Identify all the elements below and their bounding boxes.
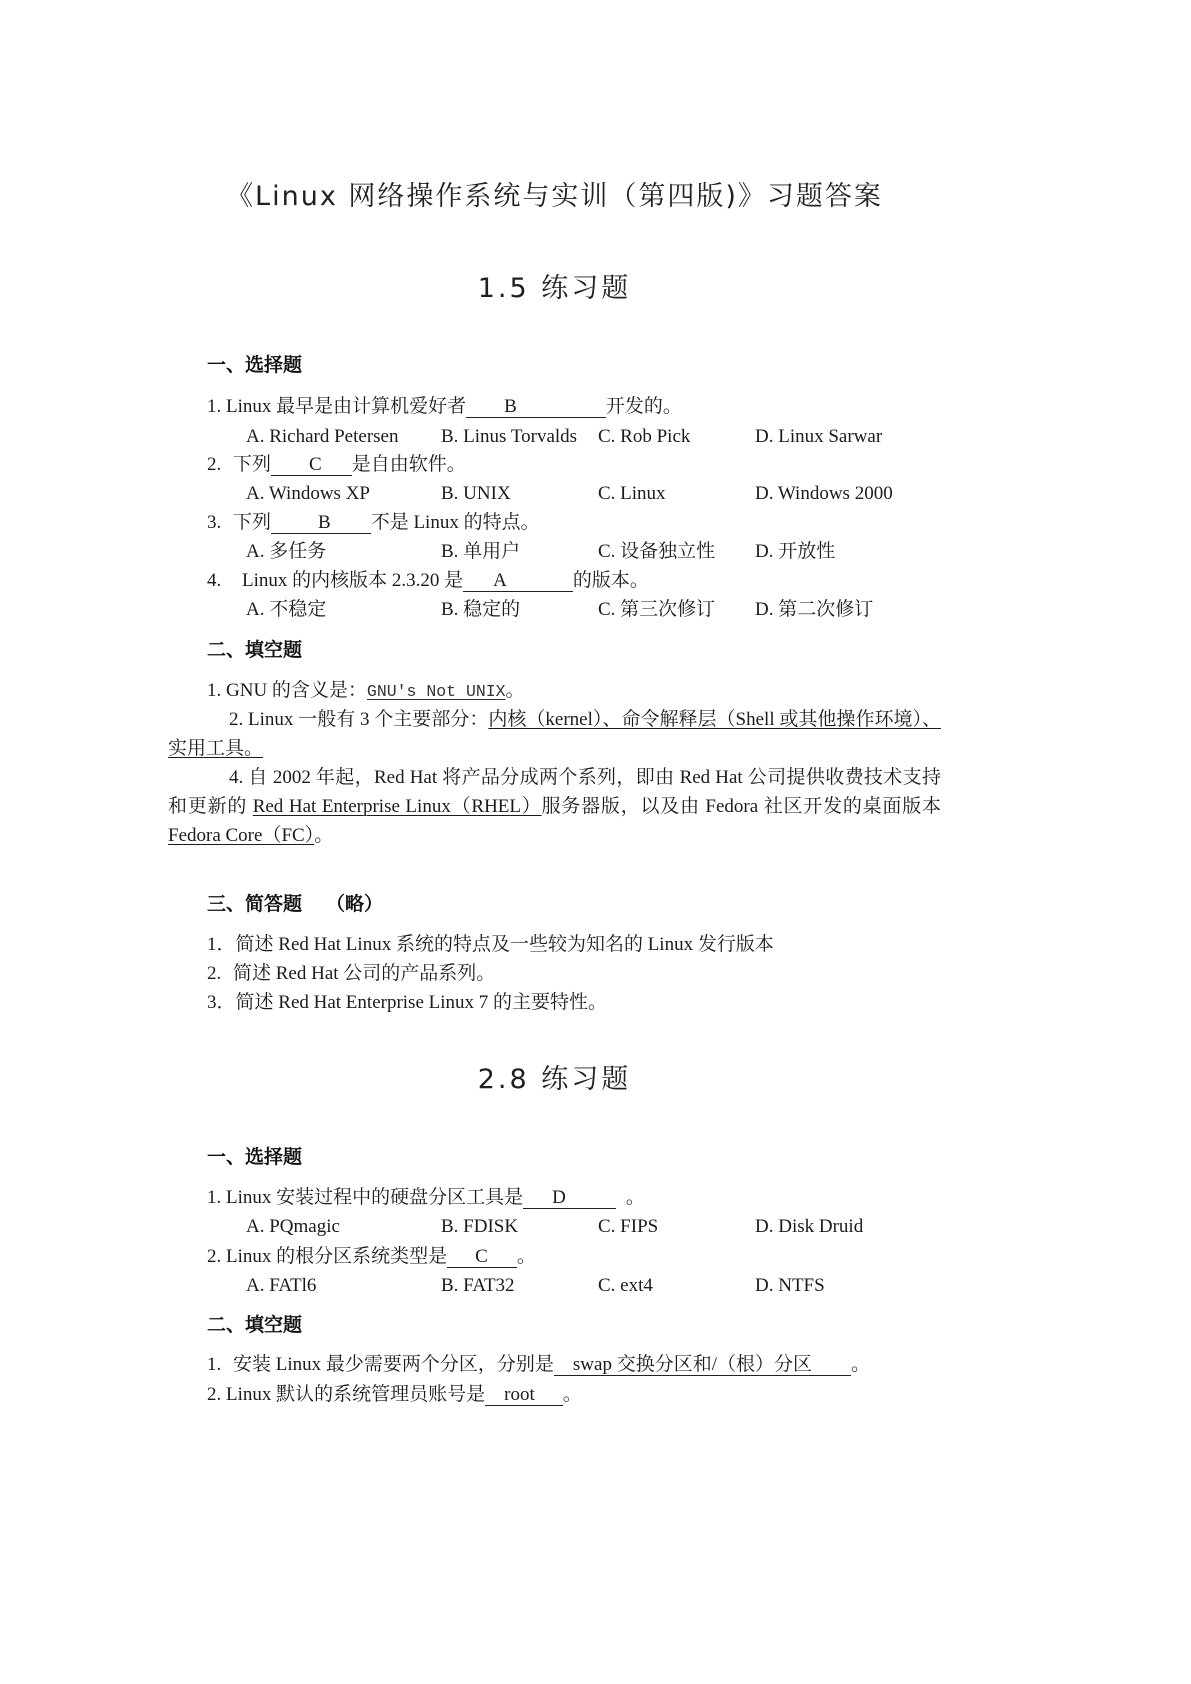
option-d: D. NTFS <box>755 1274 825 1296</box>
choice-heading: 一、选择题 <box>207 1146 303 1168</box>
question-number: 1. <box>207 395 222 417</box>
fill-line <box>229 705 941 734</box>
question-text: Linux 一般有 3 个主要部分： <box>248 708 489 730</box>
short-answer-title: 三、简答题 <box>207 893 303 915</box>
question-suffix: 。 <box>516 1245 536 1267</box>
answer-underline: 内核（kernel）、命令解释层（Shell 或其他操作环境）、 <box>488 708 941 730</box>
fill-line-continued <box>168 734 263 763</box>
answer-blank: B <box>466 397 606 418</box>
question-number: 4. <box>207 569 222 591</box>
option-b: B. FDISK <box>441 1215 519 1237</box>
option-d: D. Linux Sarwar <box>755 425 883 447</box>
short-answer-item <box>207 959 495 988</box>
question-number: 1. <box>207 679 222 701</box>
question-suffix: 。 <box>314 824 334 846</box>
item-number: 3． <box>207 991 236 1013</box>
short-answer-item <box>207 930 774 959</box>
option-b: B. Linus Torvalds <box>441 425 578 447</box>
fill-heading: 二、填空题 <box>207 1314 303 1336</box>
question-text: 下列 <box>233 511 272 533</box>
answer-underline: 实用工具。 <box>168 737 264 759</box>
option-row <box>0 422 1191 451</box>
fill-line-continued <box>168 821 333 850</box>
question-line <box>207 508 540 537</box>
option-row <box>0 1212 1191 1241</box>
option-b: B. FAT32 <box>441 1274 515 1296</box>
answer-underline: Red Hat Enterprise Linux（RHEL） <box>252 795 542 817</box>
item-text: 简述 Red Hat Enterprise Linux 7 的主要特性。 <box>235 991 608 1013</box>
question-number: 2. <box>207 453 222 475</box>
option-c: C. FIPS <box>598 1215 659 1237</box>
answer-blank: D <box>523 1188 616 1209</box>
question-number: 2. <box>207 1245 222 1267</box>
question-number: 4. <box>229 766 244 788</box>
option-c: C. Linux <box>598 482 666 504</box>
question-text: Linux 安装过程中的硬盘分区工具是 <box>226 1186 524 1208</box>
option-d: D. 开放性 <box>755 540 836 562</box>
question-line <box>207 450 466 479</box>
answer-underline: Fedora Core（FC） <box>168 824 315 846</box>
short-answer-note: （略） <box>326 893 384 915</box>
option-a: A. 多任务 <box>246 540 327 562</box>
question-text: Linux 的根分区系统类型是 <box>226 1245 448 1267</box>
question-number: 1. <box>207 1353 222 1375</box>
item-number: 1． <box>207 933 236 955</box>
answer-underline: GNU's Not UNIX <box>366 681 506 701</box>
question-number: 2. <box>229 708 244 730</box>
option-a: A. FATl6 <box>246 1274 317 1296</box>
fill-line <box>207 676 525 705</box>
fill-line <box>207 1380 582 1409</box>
question-text: 自 2002 年起，Red Hat 将产品分成两个系列，即由 Red Hat 公司提供收费技术支持 <box>248 766 941 788</box>
question-line <box>207 1242 536 1271</box>
item-text: 简述 Red Hat 公司的产品系列。 <box>233 962 496 984</box>
fill-line-continued <box>168 792 941 821</box>
question-suffix: 。 <box>850 1353 870 1375</box>
option-a: A. Windows XP <box>246 482 370 504</box>
choice-heading: 一、选择题 <box>207 354 303 376</box>
question-suffix: 。 <box>625 1186 645 1208</box>
question-suffix: 不是 Linux 的特点。 <box>370 511 540 533</box>
fill-line <box>229 763 941 792</box>
fill-heading: 二、填空题 <box>207 639 303 661</box>
question-text: GNU 的含义是： <box>226 679 367 701</box>
answer-blank: A <box>463 571 573 592</box>
option-a: A. 不稳定 <box>246 598 327 620</box>
question-text: 安装 Linux 最少需要两个分区，分别是 <box>233 1353 554 1375</box>
option-a: A. Richard Petersen <box>246 425 399 447</box>
option-b: B. 稳定的 <box>441 598 521 620</box>
question-line <box>207 392 682 421</box>
option-c: C. ext4 <box>598 1274 653 1296</box>
question-text: 和更新的 <box>168 795 248 817</box>
question-suffix: 。 <box>562 1383 582 1405</box>
option-row <box>0 479 1191 508</box>
option-b: B. UNIX <box>441 482 511 504</box>
option-d: D. Disk Druid <box>755 1215 864 1237</box>
option-d: D. 第二次修订 <box>755 598 874 620</box>
question-suffix: 。 <box>505 679 525 701</box>
answer-blank: C <box>447 1247 517 1268</box>
option-row <box>0 595 1191 624</box>
option-c: C. Rob Pick <box>598 425 691 447</box>
question-suffix: 开发的。 <box>605 395 682 417</box>
option-row <box>0 1271 1191 1300</box>
item-text: 简述 Red Hat Linux 系统的特点及一些较为知名的 Linux 发行版本 <box>235 933 774 955</box>
question-number: 3. <box>207 511 222 533</box>
question-suffix: 是自由软件。 <box>351 453 466 475</box>
short-answer-heading <box>207 890 383 919</box>
short-answer-item <box>207 988 607 1017</box>
option-a: A. PQmagic <box>246 1215 340 1237</box>
question-text: 服务器版，以及由 Fedora 社区开发的桌面版本 <box>541 795 941 817</box>
question-text: Linux 的内核版本 2.3.20 是 <box>242 569 464 591</box>
option-d: D. Windows 2000 <box>755 482 893 504</box>
question-suffix: 的版本。 <box>572 569 649 591</box>
item-number: 2. <box>207 962 222 984</box>
question-number: 2. <box>207 1383 222 1405</box>
answer-blank: C <box>271 455 352 476</box>
section-heading: 1.5 练习题 <box>477 273 632 304</box>
answer-blank: B <box>271 513 371 534</box>
option-c: C. 第三次修订 <box>598 598 716 620</box>
option-row <box>0 537 1191 566</box>
answer-underline: swap 交换分区和/（根）分区 <box>554 1355 851 1376</box>
question-text: Linux 默认的系统管理员账号是 <box>226 1383 486 1405</box>
question-text: 下列 <box>233 453 272 475</box>
question-line <box>207 1183 645 1212</box>
question-number: 1. <box>207 1186 222 1208</box>
answer-underline: root <box>485 1385 563 1406</box>
question-line <box>207 566 649 595</box>
option-b: B. 单用户 <box>441 540 521 562</box>
question-text: Linux 最早是由计算机爱好者 <box>226 395 467 417</box>
fill-line <box>207 1350 870 1379</box>
section-heading: 2.8 练习题 <box>477 1064 632 1095</box>
document-title: 《Linux 网络操作系统与实训（第四版)》习题答案 <box>226 181 883 212</box>
option-c: C. 设备独立性 <box>598 540 716 562</box>
